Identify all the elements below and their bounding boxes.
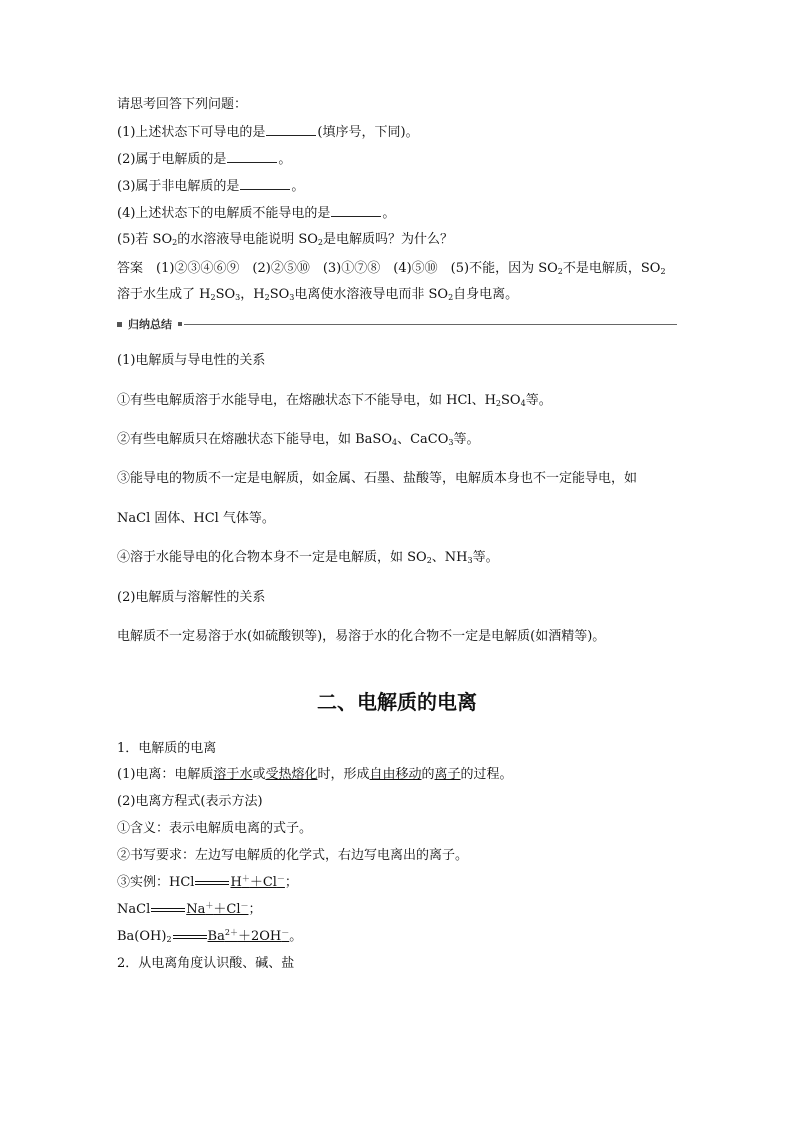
writing-requirement: ②书写要求：左边写电解质的化学式，右边写电离出的离子。 [117, 848, 469, 863]
example-3: $Ba(OH)_2$ $Ba^{2+}+2OH^-$。 [117, 928, 303, 944]
question-3: (3)属于非电解质的是 。 [117, 179, 305, 194]
summary-heading-1: (1)电解质与导电性的关系 [117, 353, 266, 368]
summary-point-1: ①有些电解质溶于水能导电，在熔融状态下不能导电，如 HCl、$H_2SO_4$等。 [117, 393, 552, 408]
equals-arrow-icon [195, 880, 229, 886]
summary-point-3: ③能导电的物质不一定是电解质，如金属、石墨、盐酸等，电解质本身也不一定能导电，如 [117, 471, 638, 486]
example-1: ③实例：HCl H＋＋Cl－； [117, 874, 298, 890]
answer-blank [240, 177, 290, 190]
summary-point-5: 电解质不一定易溶于水(如硫酸钡等)，易溶于水的化合物不一定是电解质(如酒精等)。 [117, 629, 606, 644]
answer-blank [227, 150, 277, 163]
summary-point-4: ④溶于水能导电的化合物本身不一定是电解质，如 $SO_2$、$NH_3$等。 [117, 550, 499, 565]
dot-icon [178, 322, 182, 326]
equals-arrow-icon [173, 934, 207, 940]
answer-blank [331, 204, 381, 217]
question-1: (1)上述状态下可导电的是 (填序号，下同)。 [117, 125, 419, 140]
equals-arrow-icon [151, 907, 185, 913]
example-2: NaCl Na＋＋Cl－； [117, 901, 262, 917]
square-bullet-icon [117, 322, 122, 327]
question-4: (4)上述状态下的电解质不能导电的是 。 [117, 206, 396, 221]
meaning: ①含义：表示电解质电离的式子。 [117, 821, 313, 836]
answer-line-1: 答案 (1)②③④⑥⑨ (2)②⑤⑩ (3)①⑦⑧ (4)⑤⑩ (5)不能，因为 $SO_2$不是电解质，$SO_2$ [117, 261, 666, 276]
summary-point-3-cont: NaCl 固体、HCl 气体等。 [117, 511, 275, 526]
section-item-2: 2．从电离角度认识酸、碱、盐 [117, 956, 295, 971]
answer-blank [266, 123, 316, 136]
question-intro: 请思考回答下列问题： [117, 97, 248, 112]
section-item-1: 1．电解质的电离 [117, 741, 217, 756]
divider [184, 324, 677, 325]
answer-line-2: 溶于水生成了 $H_2SO_3$，$H_2SO_3$电离使水溶液导电而非 $SO_2$自身电离。 [117, 287, 519, 302]
summary-header [117, 316, 677, 332]
question-5: (5)若 $SO_2$的水溶液导电能说明 $SO_2$是电解质吗？为什么？ [117, 232, 454, 247]
summary-label: 归纳总结 [128, 318, 172, 331]
section-title: 二、电解质的电离 [317, 690, 477, 714]
question-2: (2)属于电解质的是 。 [117, 152, 292, 167]
summary-heading-2: (2)电解质与溶解性的关系 [117, 590, 266, 605]
ionization-definition: (1)电离：电解质溶于水或受热熔化时，形成自由移动的离子的过程。 [117, 767, 513, 782]
equation-title: (2)电离方程式(表示方法) [117, 794, 263, 809]
summary-point-2: ②有些电解质只在熔融状态下能导电，如 BaSO$_4$、CaCO$_3$等。 [117, 432, 480, 447]
